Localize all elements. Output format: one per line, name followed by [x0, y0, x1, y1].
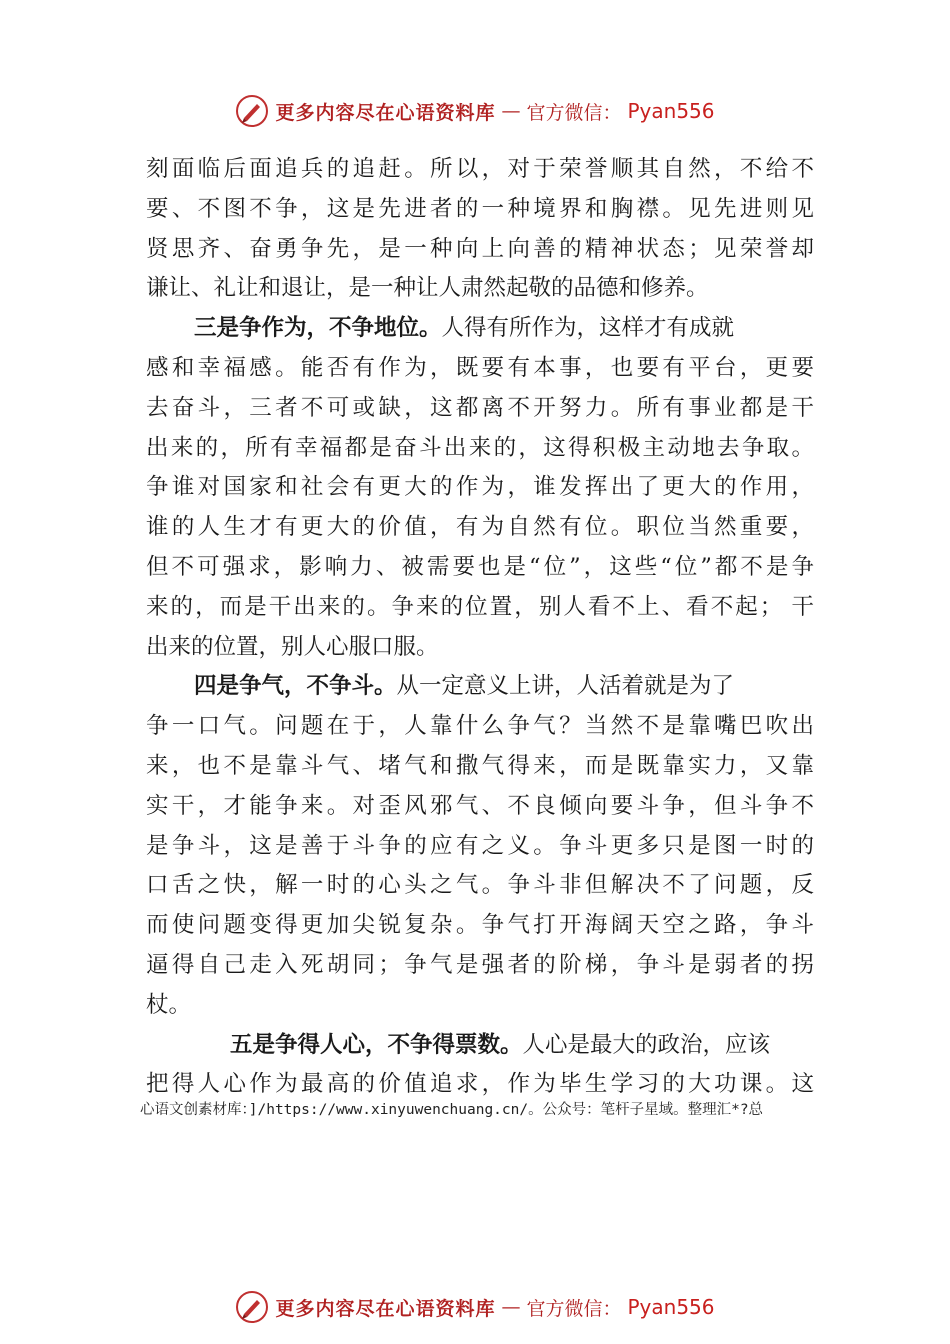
top-banner [0, 94, 950, 134]
text-span: 人心是最大的政治，应该 [522, 1031, 771, 1058]
text-line: 去奋斗，三者不可或缺，这都离不开努力。所有事业都是干 [146, 394, 814, 421]
text-line: 争一口气。问题在于，人靠什么争气？当然不是靠嘴巴吹出 [146, 713, 814, 740]
text-line: 贤思齐、奋勇争先，是一种向上向善的精神状态；见荣誉却 [146, 235, 814, 262]
paragraph-heading: 五是争得人心，不争得票数。 [230, 1031, 523, 1058]
text-line: 但不可强求，影响力、被需要也是“位”，这些“位”都不是争 [146, 553, 814, 580]
paragraph-first-line [146, 309, 814, 349]
text-line: 杖。 [146, 991, 192, 1018]
banner-text: 更多内容尽在心语资料库 [275, 1297, 496, 1320]
text-span: 从一定意义上讲，人活着就是为了 [396, 673, 735, 700]
text-line: 刻面临后面追兵的追赶。所以，对于荣誉顺其自然，不给不 [146, 156, 814, 182]
paragraph-heading: 四是争气，不争斗。 [194, 673, 397, 700]
wechat-id: Pyan556 [627, 99, 715, 123]
banner-dash: — [501, 100, 521, 122]
pen-brush-logo-icon [235, 1290, 269, 1324]
paragraph-first-line [146, 1026, 814, 1066]
text-span: 人得有所作为，这样才有成就 [441, 315, 735, 342]
text-line: 谁的人生才有更大的价值，有为自然有位。职位当然重要， [146, 514, 814, 541]
banner-dash: — [501, 1296, 521, 1318]
text-line: 来，也不是靠斗气、堵气和撒气得来，而是既靠实力，又靠 [146, 752, 814, 779]
paragraph-first-line [146, 667, 814, 707]
banner-text: 更多内容尽在心语资料库 [275, 101, 496, 124]
text-line: 争谁对国家和社会有更大的作为，谁发挥出了更大的作用， [146, 474, 814, 501]
text-line: 出来的位置，别人心服口服。 [146, 633, 439, 660]
text-line: 要、不图不争，这是先进者的一种境界和胸襟。见先进则见 [146, 195, 814, 222]
text-line: 是争斗，这是善于斗争的应有之义。争斗更多只是图一时的 [146, 832, 814, 859]
text-line: 口舌之快，解一时的心头之气。争斗非但解决不了问题，反 [146, 872, 814, 899]
text-line: 把得人心作为最高的价值追求，作为毕生学习的大功课。这 [146, 1071, 814, 1098]
text-line: 逼得自己走入死胡同；争气是强者的阶梯，争斗是弱者的拐 [146, 951, 814, 978]
text-line: 而使问题变得更加尖锐复杂。争气打开海阔天空之路，争斗 [146, 912, 814, 939]
text-line: 来的，而是干出来的。争来的位置，别人看不上、看不起； 干 [146, 593, 814, 620]
paragraph-heading: 三是争作为，不争地位。 [194, 315, 442, 342]
text-line: 感和幸福感。能否有作为，既要有本事，也要有平台，更要 [146, 354, 814, 381]
wechat-label: 官方微信： [526, 101, 622, 124]
pen-brush-logo-icon [235, 94, 269, 128]
text-line: 实干，才能争来。对歪风邪气、不良倾向要斗争，但斗争不 [146, 792, 814, 819]
text-line: 出来的，所有幸福都是奋斗出来的，这得积极主动地去争取。 [146, 434, 814, 461]
wechat-label: 官方微信： [526, 1297, 622, 1320]
bottom-banner [0, 1290, 950, 1330]
document-body [146, 150, 814, 1105]
source-note: 心语文创素材库：]/https://www.xinyuwenchuang.cn/。公众号：笔杆子星域。整理汇*?总 [140, 1102, 764, 1118]
wechat-id: Pyan556 [627, 1295, 715, 1319]
text-line: 谦让、礼让和退让，是一种让人肃然起敬的品德和修养。 [146, 275, 709, 302]
